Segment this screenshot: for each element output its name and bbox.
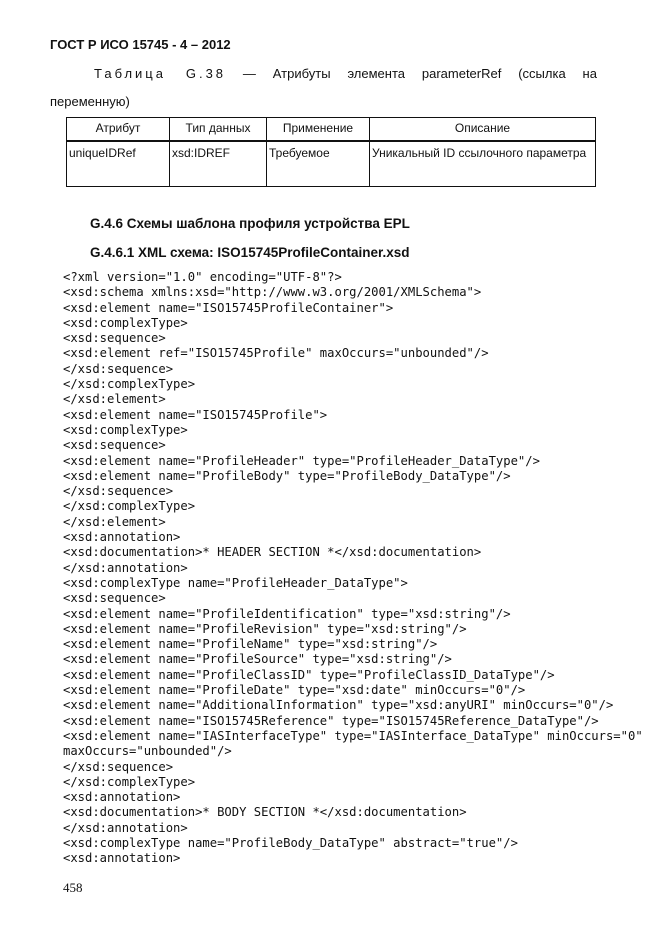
- code-line: </xsd:complexType>: [63, 377, 196, 392]
- table-caption: [50, 60, 597, 116]
- code-line: <xsd:element name="ProfileHeader" type="ProfileHeader_DataType"/>: [63, 453, 540, 468]
- code-line: </xsd:complexType>: [63, 774, 196, 789]
- code-line: <?xml version="1.0" encoding="UTF-8"?>: [63, 270, 342, 284]
- table-cell: xsd:IDREF: [170, 141, 267, 187]
- code-line: <xsd:sequence>: [63, 438, 166, 453]
- code-line: <xsd:element name="IASInterfaceType" type="IASInterface_DataType" minOccurs="0": [63, 728, 643, 743]
- code-line: <xsd:element name="ProfileBody" type="ProfileBody_DataType"/>: [63, 468, 511, 483]
- code-line: </xsd:element>: [63, 514, 166, 529]
- table-caption-label: Таблица G.38: [94, 66, 227, 81]
- code-line: <xsd:complexType name="ProfileHeader_DataType">: [63, 575, 408, 590]
- code-line: maxOccurs="unbounded"/>: [63, 744, 232, 759]
- table-cell: Требуемое: [267, 141, 370, 187]
- code-line: </xsd:sequence>: [63, 759, 174, 774]
- code-line: </xsd:annotation>: [63, 560, 188, 575]
- table-cell: Уникальный ID ссылочного параметра: [370, 141, 596, 187]
- table-caption-dash: —: [242, 66, 256, 81]
- code-line: <xsd:annotation>: [63, 851, 181, 866]
- code-line: </xsd:annotation>: [63, 820, 188, 835]
- table-header-cell: Применение: [267, 118, 370, 142]
- code-line: <xsd:element name="ProfileDate" type="xsd:date" minOccurs="0"/>: [63, 683, 526, 698]
- code-line: <xsd:annotation>: [63, 530, 181, 545]
- table-header-cell: Описание: [370, 118, 596, 142]
- table-caption-line1: [50, 60, 597, 88]
- code-line: <xsd:complexType>: [63, 422, 188, 437]
- code-line: <xsd:complexType name="ProfileBody_DataType" abstract="true"/>: [63, 835, 518, 850]
- code-line: <xsd:element name="ProfileRevision" type="xsd:string"/>: [63, 621, 467, 636]
- code-line: </xsd:element>: [63, 392, 166, 407]
- code-line: <xsd:element name="ISO15745ProfileContainer">: [63, 300, 394, 315]
- code-line: <xsd:element name="ProfileIdentification" type="xsd:string"/>: [63, 606, 511, 621]
- code-line: <xsd:element ref="ISO15745Profile" maxOccurs="unbounded"/>: [63, 346, 489, 361]
- code-line: <xsd:annotation>: [63, 790, 181, 805]
- code-line: <xsd:documentation>* BODY SECTION *</xsd:documentation>: [63, 805, 467, 820]
- table-header-cell: Атрибут: [67, 118, 170, 142]
- code-line: <xsd:element name="ProfileSource" type="xsd:string"/>: [63, 652, 452, 667]
- table-header-row: [67, 118, 596, 142]
- code-line: <xsd:element name="ProfileName" type="xsd:string"/>: [63, 637, 438, 652]
- code-line: <xsd:element name="ISO15745Profile">: [63, 407, 328, 422]
- xml-code-listing: [63, 270, 643, 867]
- table-cell: uniqueIDRef: [67, 141, 170, 187]
- page-number: 458: [63, 880, 83, 895]
- code-line: <xsd:element name="AdditionalInformation" type="xsd:anyURI" minOccurs="0"/>: [63, 698, 614, 713]
- attributes-table: [66, 117, 596, 187]
- table-caption-text: Атрибуты элемента parameterRef (ссылка на: [272, 66, 597, 81]
- code-line: </xsd:sequence>: [63, 484, 174, 499]
- code-line: </xsd:complexType>: [63, 499, 196, 514]
- table-row: [67, 141, 596, 187]
- code-line: <xsd:element name="ISO15745Reference" type="ISO15745Reference_DataType"/>: [63, 713, 599, 728]
- section-heading: G.4.6 Схемы шаблона профиля устройства EPL: [90, 216, 410, 231]
- code-line: <xsd:schema xmlns:xsd="http://www.w3.org/2001/XMLSchema">: [63, 285, 482, 300]
- code-line: <xsd:sequence>: [63, 591, 166, 606]
- code-line: <xsd:documentation>* HEADER SECTION *</xsd:documentation>: [63, 545, 482, 560]
- running-header: ГОСТ Р ИСО 15745 - 4 – 2012: [50, 37, 231, 52]
- code-line: <xsd:sequence>: [63, 331, 166, 346]
- code-line: </xsd:sequence>: [63, 361, 174, 376]
- subsection-heading: G.4.6.1 XML схема: ISO15745ProfileContainer.xsd: [90, 245, 410, 260]
- table-caption-line2: переменную): [50, 94, 130, 109]
- table-header-cell: Тип данных: [170, 118, 267, 142]
- code-line: <xsd:complexType>: [63, 315, 188, 330]
- code-line: <xsd:element name="ProfileClassID" type="ProfileClassID_DataType"/>: [63, 667, 555, 682]
